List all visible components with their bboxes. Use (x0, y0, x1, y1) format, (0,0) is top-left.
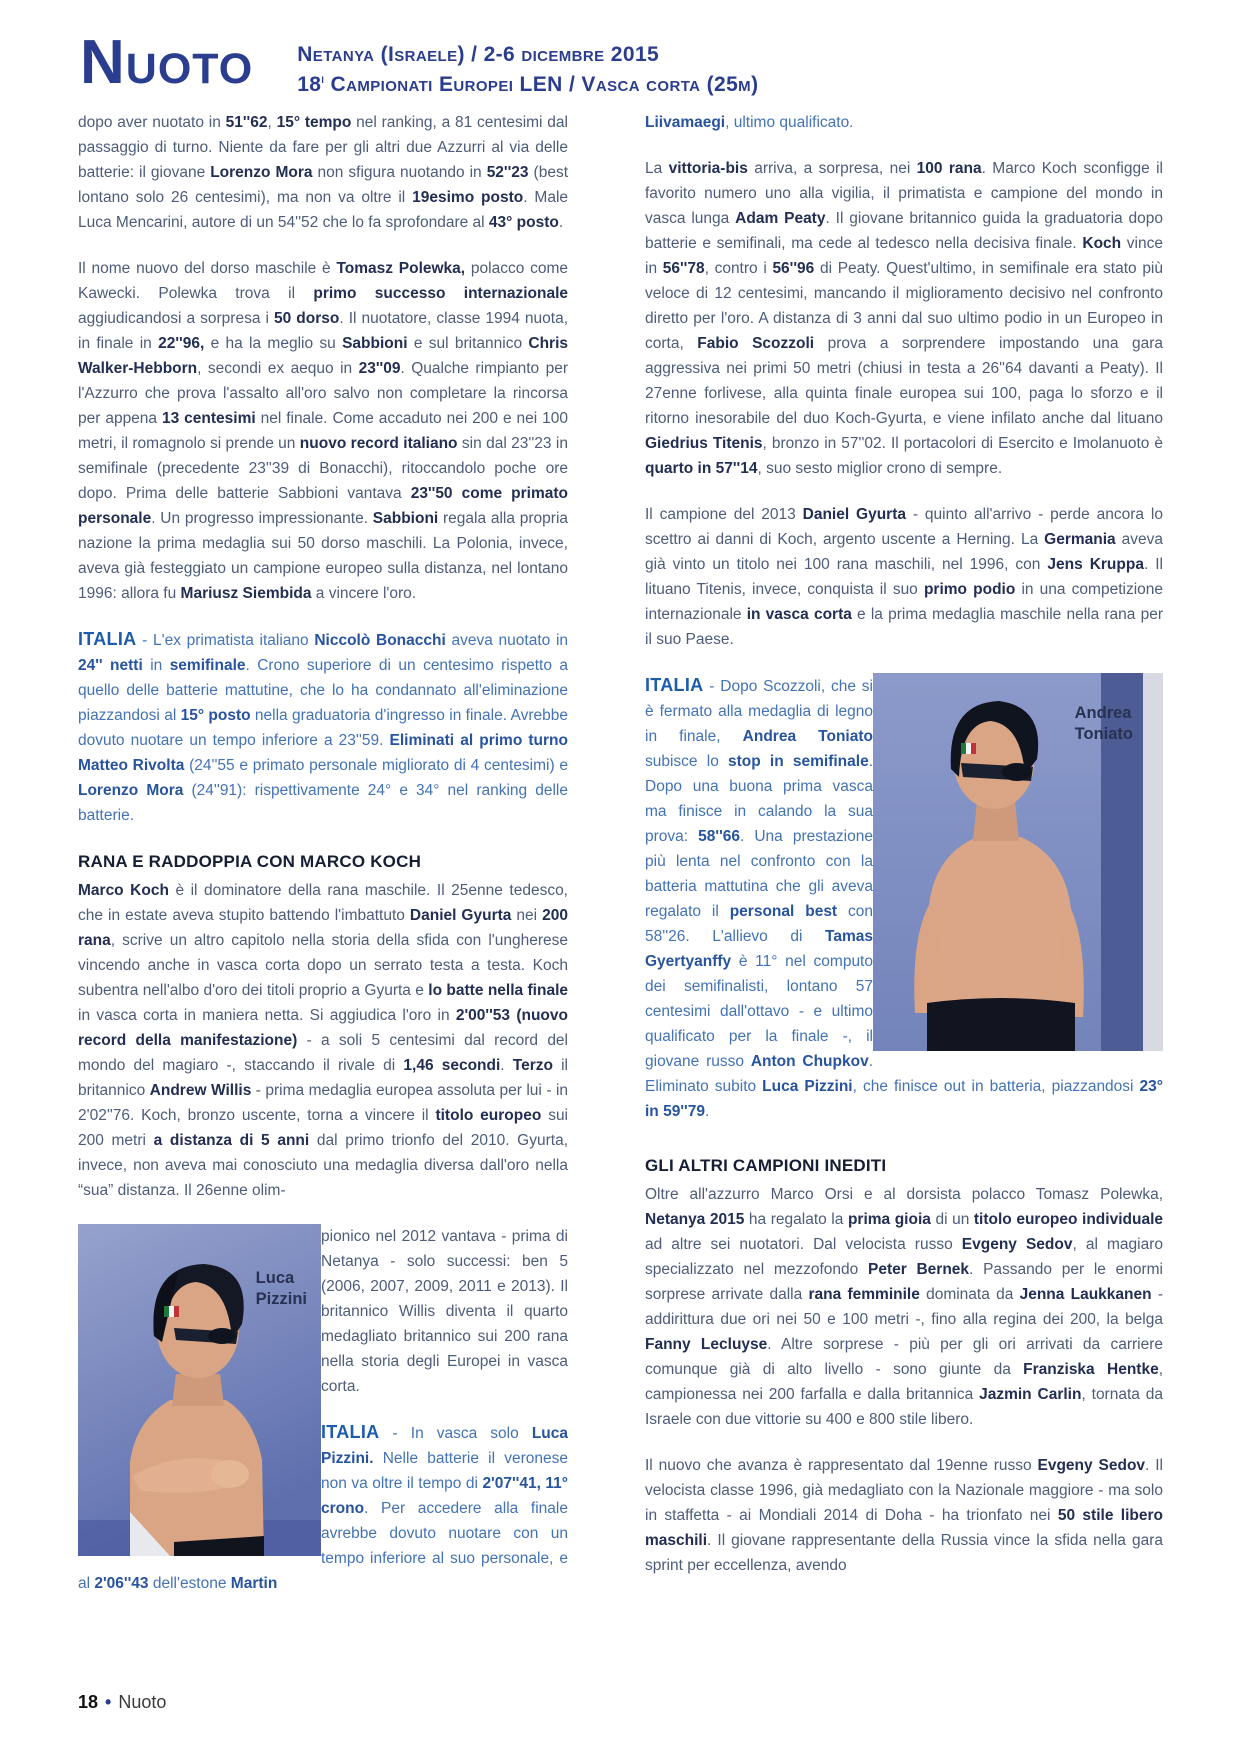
paragraph-italia-bonacchi: ITALIA - L'ex primatista italiano Niccolò Bonacchi aveva nuotato in 24'' netti in semifinale. Crono superiore di un centesimo rispetto a quello delle batterie mattutine, che lo ha condannato all'eliminazione piazzandosi al 15° posto nella graduatoria d'ingresso in finale. Avrebbe dovuto nuotare un tempo inferiore a 23''59. Eliminati al primo turno Matteo Rivolta (24''55 e primato personale migliorato di 4 centesimi) e Lorenzo Mora (24''91): rispettivamente 24° e 34° nel ranking delle batterie. (78, 629, 569, 824)
paragraph-gyurta-germania: Il campione del 2013 Daniel Gyurta - quinto all'arrivo - perde ancora lo scettro ai danni di Koch, argento uscente a Herning. La Germania aveva già vinto un titolo nei 100 rana maschili, nel 1996, con Jens Kruppa. Il lituano Titenis, invece, conquista il suo primo podio in una competizione internazionale in vasca corta e la prima medaglia maschile nella rana per il suo Paese. (645, 506, 1163, 648)
footer-section-label: Nuoto (118, 1692, 167, 1712)
event-location-date: Netanya (Israele) / 2-6 dicembre 2015 (297, 43, 660, 66)
paragraph-campioni-inediti: Oltre all'azzurro Marco Orsi e al dorsista polacco Tomasz Polewka, Netanya 2015 ha regalato la prima gioia di un titolo europeo individuale ad altre sei nuotatori. Dal velocista russo Evgeny Sedov, al magiaro specializzato nel mezzofondo Peter Bernek. Passando per le enormi sorprese arrivate dalla rana femminile dominata da Jenna Laukkanen - addirittura due ori nei 50 e 100 metri -, fino alla regina dei 200, la belga Fanny Lecluyse. Altre sorprese - più per gli ori arrivati da carriere comunque già di alto livello - sono giunte da Franziska Hentke, campionessa nei 200 farfalla e dalla britannica Jazmin Carlin, tornata da Israele con due vittorie su 400 e 800 stile libero. (645, 1186, 1164, 1428)
page-header (80, 28, 759, 97)
photo-wrap-left (78, 1224, 568, 1617)
section-heading-rana-koch: RANA E RADDOPPIA CON MARCO KOCH (78, 852, 422, 871)
photo-caption-pizzini: Luca Pizzini (255, 1269, 307, 1308)
page-footer (78, 1692, 166, 1713)
photo-caption-toniato: Andrea Toniato (1074, 704, 1133, 743)
section-heading-altri-campioni: GLI ALTRI CAMPIONI INEDITI (645, 1156, 887, 1175)
photo-luca-pizzini (78, 1224, 321, 1556)
bullet-separator: • (105, 1692, 112, 1712)
event-subtitle (297, 34, 758, 97)
photo-andrea-toniato (873, 673, 1163, 1051)
paragraph-sedov: Il nuovo che avanza è rappresentato dal 19enne russo Evgeny Sedov. Il velocista classe 1996, già medagliato con la Nazionale maggiore - ma solo in staffetta - ai Mondiali 2014 di Doha - ha trionfato nei 50 stile libero maschili. Il giovane rappresentante della Russia vince la sfida nella gara sprint per eccellenza, avendo (645, 1457, 1163, 1574)
left-column (78, 110, 568, 1617)
page-number: 18 (78, 1692, 99, 1712)
paragraph-koch-100-rana: La vittoria-bis arriva, a sorpresa, nei 100 rana. Marco Koch sconfigge il favorito numero uno alla vigilia, il primatista e campione del mondo in vasca lunga Adam Peaty. Il giovane britannico guida la graduatoria dopo batterie e semifinali, ma cede al tedesco nella decisiva finale. Koch vince in 56''78, contro i 56''96 di Peaty. Quest'ultimo, in semifinale era stato più veloce di 12 centesimi, mancando il miglioramento decisivo nel confronto diretto per l'oro. A distanza di 3 anni dal suo ultimo podio in un Europeo in corta, Fabio Scozzoli prova a sorprendere impostando una gara aggressiva nei primi 50 metri (chiusi in testa a 26''64 davanti a Peaty). Il 27enne forlivese, alla quinta finale europea sui 100, paga lo sforzo e il ritorno inesorabile del duo Koch-Gyurta, e viene infilato anche dal lituano Giedrius Titenis, bronzo in 57''02. Il portacolori di Esercito e Imolanuoto è quarto in 57''14, suo sesto miglior crono di sempre. (645, 160, 1164, 477)
event-championship-name: 18$^i$ Campionati Europei LEN / Vasca corta (25m) (297, 71, 759, 96)
paragraph-willis-continuation: pionico nel 2012 vantava - prima di Netanya - solo successi: ben 5 (2006, 2007, 2009, 2011 e 2013). Il britannico Willis diventa il quarto medagliato britannico sui 200 rana nella storia degli Europei in vasca corta. (321, 1228, 568, 1395)
right-column (645, 110, 1163, 1617)
paragraph-italia-liivamaegi: Liivamaegi, ultimo qualificato. (645, 114, 854, 131)
paragraph-polewka-50-dorso: Il nome nuovo del dorso maschile è Tomasz Polewka, polacco come Kawecki. Polewka trova il primo successo internazionale aggiudicandosi a sorpresa i 50 dorso. Il nuotatore, classe 1994 nuota, in finale in 22''96, e ha la meglio su Sabbioni e sul britannico Chris Walker-Hebborn, secondi ex aequo in 23''09. Qualche rimpianto per l'Azzurro che prova l'assalto all'oro salvo non completare la rincorsa per appena 13 centesimi nel finale. Come accaduto nei 200 e nei 100 metri, il romagnolo si prende un nuovo record italiano sin dal 23''23 in semifinale (precedente 23''39 di Bonacchi), ritoccandolo poche ore dopo. Prima delle batterie Sabbioni vantava 23''50 come primato personale. Un progresso impressionante. Sabbioni regala alla propria nazione la prima medaglia sui 50 dorso maschili. La Polonia, invece, aveva già festeggiato un campione europeo sulla distanza, nel lontano 1996: allora fu Mariusz Siembida a vincere l'oro. (78, 260, 569, 602)
paragraph-ranking: dopo aver nuotato in 51''62, 15° tempo nel ranking, a 81 centesimi dal passaggio di turno. Niente da fare per gli altri due Azzurri al via delle batterie: il giovane Lorenzo Mora non sfigura nuotando in 52''23 (best lontano solo 26 centesimi), ma non va oltre il 19esimo posto. Male Luca Mencarini, autore di un 54''52 che lo fa sprofondare al 43° posto. (78, 114, 569, 231)
paragraph-koch-200-rana: Marco Koch è il dominatore della rana maschile. Il 25enne tedesco, che in estate aveva stupito battendo l'imbattuto Daniel Gyurta nei 200 rana, scrive un altro capitolo nella storia della sfida con l'ungherese vincendo anche in vasca corta dopo un serrato testa a testa. Koch subentra nell'albo d'oro dei titoli proprio a Gyurta e lo batte nella finale in vasca corta in maniera netta. Si aggiudica l'oro in 2'00''53 (nuovo record della manifestazione) - a soli 5 centesimi dal record del mondo del magiaro -, staccando il rivale di 1,46 secondi. Terzo il britannico Andrew Willis - prima medaglia europea assoluta per lui - in 2'02''76. Koch, bronzo uscente, torna a vincere il titolo europeo sui 200 metri a distanza di 5 anni dal primo trionfo del 2010. Gyurta, invece, non aveva mai conosciuto una medaglia diversa dall'oro nella “sua” distanza. Il 26enne olim- (78, 882, 569, 1199)
article-body (78, 110, 1163, 1617)
section-logo-nuoto: Nuoto (80, 28, 254, 97)
paragraph-italia-toniato: ITALIA - Dopo Scozzoli, che si è fermato alla medaglia di legno in finale, Andrea Toniato subisce lo stop in semifinale. Dopo una buona prima vasca ma finisce in calando la sua prova: 58''66. Una prestazione più lenta nel confronto con la batteria mattutina che gli aveva regalato il personal best con 58''26. L'allievo di Tamas Gyertyanffy è 11° nel computo dei semifinalisti, lontano 57 centesimi dall'ottavo - e ultimo qualificato per la finale -, il giovane russo Anton Chupkov. Eliminato subito Luca Pizzini, che finisce out in batteria, piazzandosi 23° in 59''79. (645, 675, 1163, 1120)
photo-wrap-right (645, 673, 1163, 1145)
paragraph-italia-pizzini: ITALIA - In vasca solo Luca Pizzini. Nelle batterie il veronese non va oltre il tempo di 2'07''41, 11° crono. Per accedere alla finale avrebbe dovuto nuotare con un tempo inferiore al suo personale, e al 2'06''43 dell'estone Martin (78, 1422, 568, 1592)
